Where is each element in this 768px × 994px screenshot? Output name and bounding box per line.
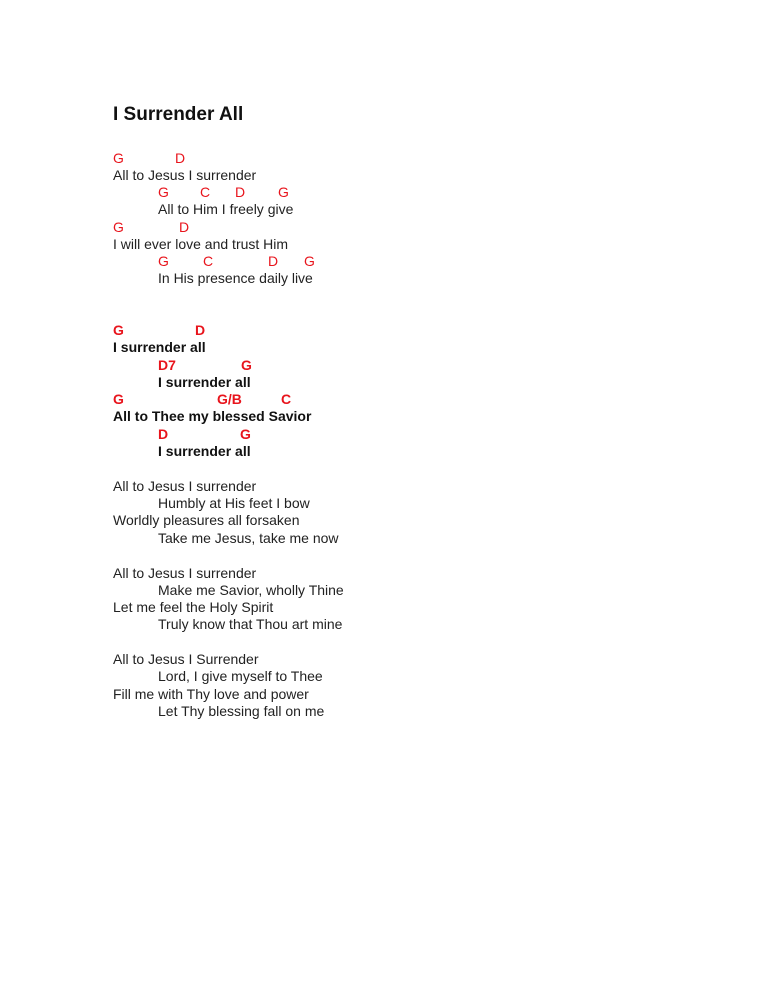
- lyric-line: I will ever love and trust Him: [113, 236, 289, 252]
- chord: D: [268, 253, 279, 269]
- lyric-line: All to Him I freely give: [158, 201, 294, 217]
- lyric-line: Lord, I give myself to Thee: [158, 668, 323, 684]
- chord: D: [175, 150, 186, 166]
- lyric-line: I surrender all: [113, 339, 206, 355]
- chord: G: [158, 253, 169, 269]
- lyric-line: Make me Savior, wholly Thine: [158, 582, 344, 598]
- chord: G: [113, 219, 124, 235]
- chord: C: [203, 253, 214, 269]
- lyric-line: Fill me with Thy love and power: [113, 686, 309, 702]
- chord: C: [281, 391, 292, 407]
- lyric-line: All to Jesus I surrender: [113, 565, 257, 581]
- lyric-line: I surrender all: [158, 374, 251, 390]
- chord: D: [195, 322, 206, 338]
- lyric-line: Worldly pleasures all forsaken: [113, 512, 300, 528]
- chord: G: [240, 426, 251, 442]
- chord: D7: [158, 357, 176, 373]
- chord: D: [179, 219, 190, 235]
- chord: G/B: [217, 391, 242, 407]
- chord: G: [113, 322, 124, 338]
- lyric-line: All to Jesus I surrender: [113, 478, 257, 494]
- lyric-line: All to Jesus I surrender: [113, 167, 257, 183]
- chord: D: [235, 184, 246, 200]
- lyric-line: I surrender all: [158, 443, 251, 459]
- lyric-line: Take me Jesus, take me now: [158, 530, 339, 546]
- lyric-line: Let me feel the Holy Spirit: [113, 599, 274, 615]
- chord: C: [200, 184, 211, 200]
- chord: G: [241, 357, 252, 373]
- lyric-line: In His presence daily live: [158, 270, 313, 286]
- lyric-line: All to Thee my blessed Savior: [113, 408, 312, 424]
- lyric-line: All to Jesus I Surrender: [113, 651, 259, 667]
- chord: G: [113, 150, 124, 166]
- song-title: I Surrender All: [113, 104, 244, 125]
- lyric-line: Humbly at His feet I bow: [158, 495, 310, 511]
- chord: G: [278, 184, 289, 200]
- lyric-line: Truly know that Thou art mine: [158, 616, 343, 632]
- lyric-line: Let Thy blessing fall on me: [158, 703, 325, 719]
- chord: G: [304, 253, 315, 269]
- chord: G: [113, 391, 124, 407]
- chord: D: [158, 426, 169, 442]
- chord: G: [158, 184, 169, 200]
